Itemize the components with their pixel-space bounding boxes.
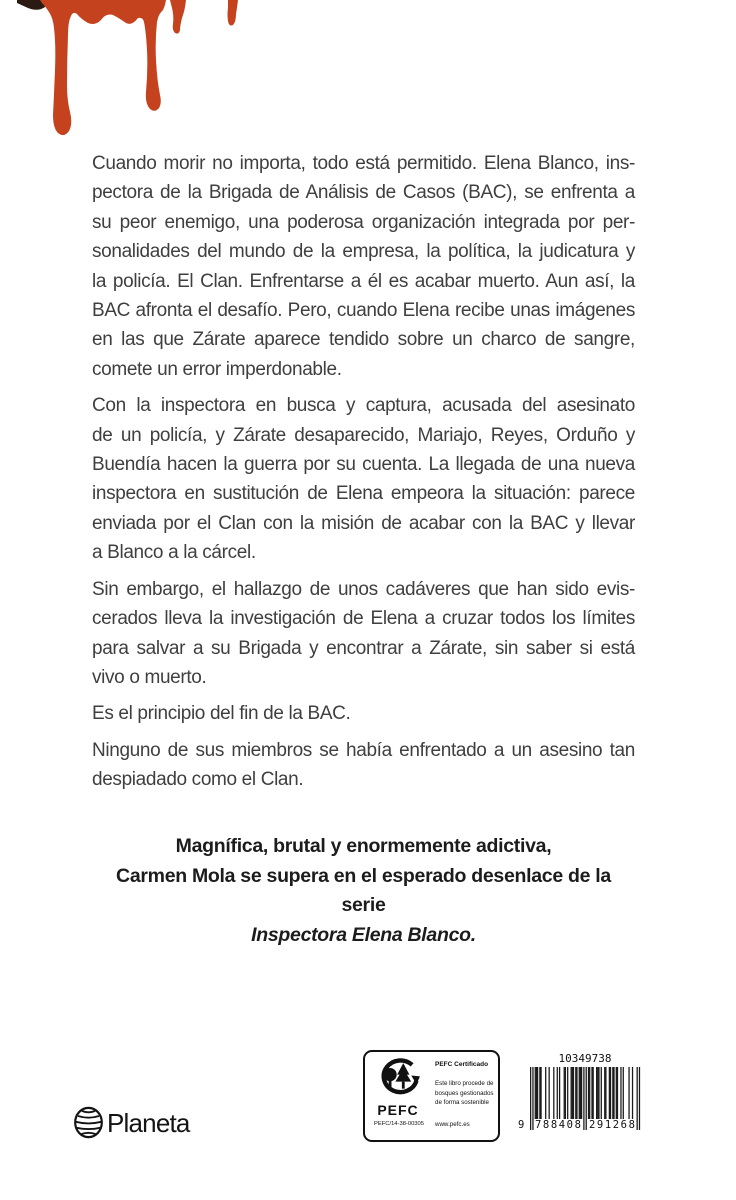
pefc-wordmark: PEFC [377,1102,419,1118]
pefc-desc-line: bosques gestionados [435,1089,494,1097]
blurb-line: en las que Zárate aparece tendido sobre un charco de sangre, [92,329,635,351]
blurb-line: Ninguno de sus miembros se había enfrentado a un asesino tan [92,739,635,761]
quote-line: Magnífica, brutal y enormemente adictiva, [175,835,552,857]
blurb-line: Buendía hacen la guerra por su cuenta. La llegada de una nueva [92,454,635,476]
planeta-globe-icon [73,1106,104,1139]
blurb-line: cerados lleva la investigación de Elena a cruzar todos los límites [92,608,635,630]
pefc-cert-code: PEFC/14-38-00305 [374,1121,424,1127]
series-title: Inspectora Elena Blanco. [251,923,476,946]
barcode-group1: 788408 [535,1119,583,1131]
blurb-line: BAC afronta el desafío. Pero, cuando Elena recibe unas imágenes [92,300,635,322]
barcode-bars [518,1067,652,1135]
blurb-line: despiadado como el Clan. [92,769,304,791]
paragraph [92,149,635,384]
pefc-description [435,1079,493,1108]
pefc-title: PEFC Certificado [435,1061,489,1068]
barcode-lead-digit: 9 [518,1119,525,1131]
quote-block [92,832,635,950]
blurb-line: sonalidades del mundo de la empresa, la política, la judicatura y [92,241,635,263]
pefc-website: www.pefc.es [435,1121,470,1128]
publisher-name: Planeta [107,1108,190,1138]
blurb-line: Cuando morir no importa, todo está permitido. Elena Blanco, ins- [92,153,635,174]
paragraph [92,699,635,728]
blood-drip-graphic [0,0,260,145]
pefc-label [363,1050,500,1142]
blurb-line: enviada por el Clan con la misión de acabar con la BAC y llevar [92,512,635,534]
barcode [518,1052,652,1135]
pefc-logo-icon [375,1057,421,1101]
paragraph [92,736,635,795]
blurb-line: para salvar a su Brigada y encontrar a Zárate, sin saber si está [92,637,635,659]
blurb-line: la policía. El Clan. Enfrentarse a él es acabar muerto. Aun así, la [92,270,635,292]
barcode-digits [518,1118,652,1132]
pefc-desc-line: de forma sostenible [435,1099,489,1106]
paragraph [92,391,635,567]
blurb-line: vivo o muerto. [92,666,207,688]
blurb-line: comete un error imperdonable. [92,358,342,380]
paragraph [92,575,635,693]
pefc-desc-line: Este libro procede de [435,1080,494,1087]
blurb [92,149,635,802]
blurb-line: inspectora en sustitución de Elena empeora la situación: parece [92,483,635,505]
blurb-line: Sin embargo, el hallazgo de unos cadáveres que han sido evis- [92,578,635,600]
blurb-line: de un policía, y Zárate desaparecido, Mariajo, Reyes, Orduño y [92,424,635,446]
blurb-line: Es el principio del fin de la BAC. [92,703,351,725]
blurb-line: su peor enemigo, una poderosa organización integrada por per- [92,211,635,233]
barcode-group2: 291268 [589,1119,637,1131]
blurb-line: Con la inspectora en busca y captura, acusada del asesinato [92,395,635,417]
blurb-line: pectora de la Brigada de Análisis de Casos (BAC), se enfrenta a [92,182,635,204]
blurb-line: a Blanco a la cárcel. [92,542,256,564]
quote-line: Carmen Mola se supera en el esperado desenlace de la serie [116,864,611,916]
publisher-logo [73,1106,190,1139]
barcode-top-number: 10349738 [558,1052,612,1065]
